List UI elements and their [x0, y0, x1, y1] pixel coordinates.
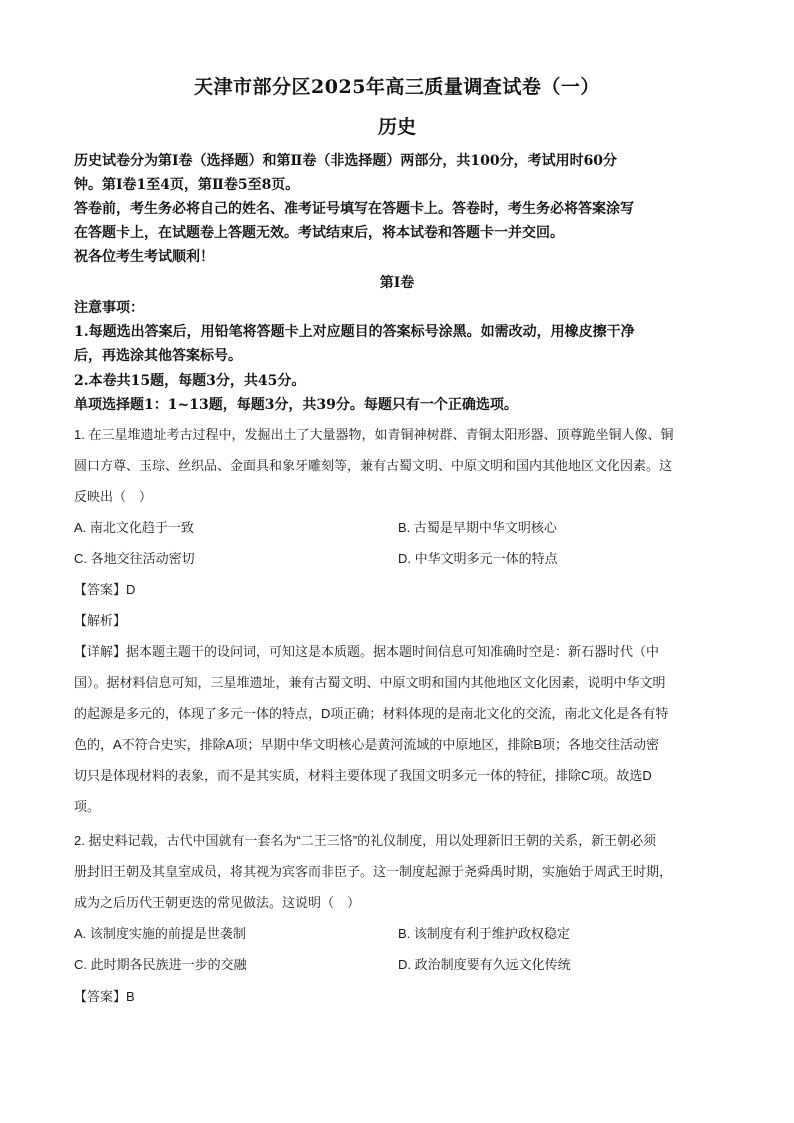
q1-detail-line-1: 【详解】据本题主题干的设问词，可知这是本质题。据本题时间信息可知准确时空是：新石器时代（中: [74, 644, 660, 659]
q2-stem-line-2: 册封旧王朝及其皇室成员，将其视为宾客而非臣子。这一制度起源于尧舜禹时期，实施始于周武王时期，: [74, 864, 673, 879]
notice-1-line-2: 后，再选涂其他答案标号。: [74, 348, 242, 364]
subject-title: 历史: [377, 116, 416, 138]
exam-title: 天津市部分区2025年高三质量调查试卷（一）: [194, 76, 600, 98]
q1-option-c: C. 各地交往活动密切: [74, 551, 195, 566]
q1-stem-line-2: 圆口方尊、玉琮、丝织品、金面具和象牙雕刻等，兼有古蜀文明、中原文明和国内其他地区文化因素。这: [74, 458, 673, 473]
q2-stem-line-1: 2. 据史料记载，古代中国就有一套名为“二王三恪”的礼仪制度，用以处理新旧王朝的关系，新王朝必须: [74, 833, 657, 848]
instruction: 单项选择题1：1~13题，每题3分，共39分。每题只有一个正确选项。: [74, 397, 518, 413]
q1-option-b: B. 古蜀是早期中华文明核心: [398, 520, 557, 535]
q1-stem-line-3: 反映出（ ）: [74, 489, 153, 504]
intro-line-2: 钟。第Ⅰ卷1至4页，第Ⅱ卷5至8页。: [74, 177, 300, 193]
q1-stem-line-1: 1. 在三星堆遗址考古过程中，发掘出土了大量器物，如青铜神树群、青铜太阳形器、顶尊跪坐铜人像、铜: [74, 427, 674, 442]
intro-line-4: 在答题卡上，在试题卷上答题无效。考试结束后，将本试卷和答题卡一并交回。: [74, 225, 564, 241]
notice-1-line-1: 1.每题选出答案后，用铅笔将答题卡上对应题目的答案标号涂黑。如需改动，用橡皮擦干净: [74, 324, 635, 340]
q2-option-a: A. 该制度实施的前提是世袭制: [74, 926, 246, 941]
q2-option-b: B. 该制度有利于维护政权稳定: [398, 926, 570, 941]
q1-option-a: A. 南北文化趋于一致: [74, 520, 194, 535]
section-label: 第Ⅰ卷: [379, 275, 415, 291]
q2-option-c: C. 此时期各民族进一步的交融: [74, 957, 247, 972]
q1-detail-line-6: 项。: [74, 799, 101, 814]
q1-detail-line-5: 切只是体现材料的表象，而不是其实质，材料主要体现了我国文明多元一体的特征，排除C项。故选D: [74, 768, 652, 783]
q1-analysis-label: 【解析】: [74, 613, 127, 628]
q1-detail-line-4: 色的，A不符合史实，排除A项；早期中华文明核心是黄河流域的中原地区，排除B项；各地交往活动密: [74, 737, 660, 752]
intro-line-5: 祝各位考生考试顺利！: [74, 249, 214, 265]
q1-answer: 【答案】D: [74, 582, 136, 597]
q1-option-d: D. 中华文明多元一体的特点: [398, 551, 558, 566]
q1-detail-line-3: 的起源是多元的，体现了多元一体的特点，D项正确；材料体现的是南北文化的交流，南北文化是各有特: [74, 706, 669, 721]
q1-detail-line-2: 国）。据材料信息可知，三星堆遗址，兼有古蜀文明、中原文明和国内其他地区文化因素，说明中华文明: [74, 675, 666, 690]
notice-2: 2.本卷共15题，每题3分，共45分。: [74, 373, 306, 389]
intro-line-3: 答卷前，考生务必将自己的姓名、准考证号填写在答题卡上。答卷时，考生务必将答案涂写: [74, 201, 634, 217]
intro-line-1: 历史试卷分为第Ⅰ卷（选择题）和第Ⅱ卷（非选择题）两部分，共100分，考试用时60分: [74, 153, 618, 169]
q2-option-d: D. 政治制度要有久远文化传统: [398, 957, 571, 972]
notice-heading: 注意事项：: [74, 300, 144, 316]
q2-stem-line-3: 成为之后历代王朝更迭的常见做法。这说明（ ）: [74, 895, 361, 910]
q2-answer: 【答案】B: [74, 989, 135, 1004]
